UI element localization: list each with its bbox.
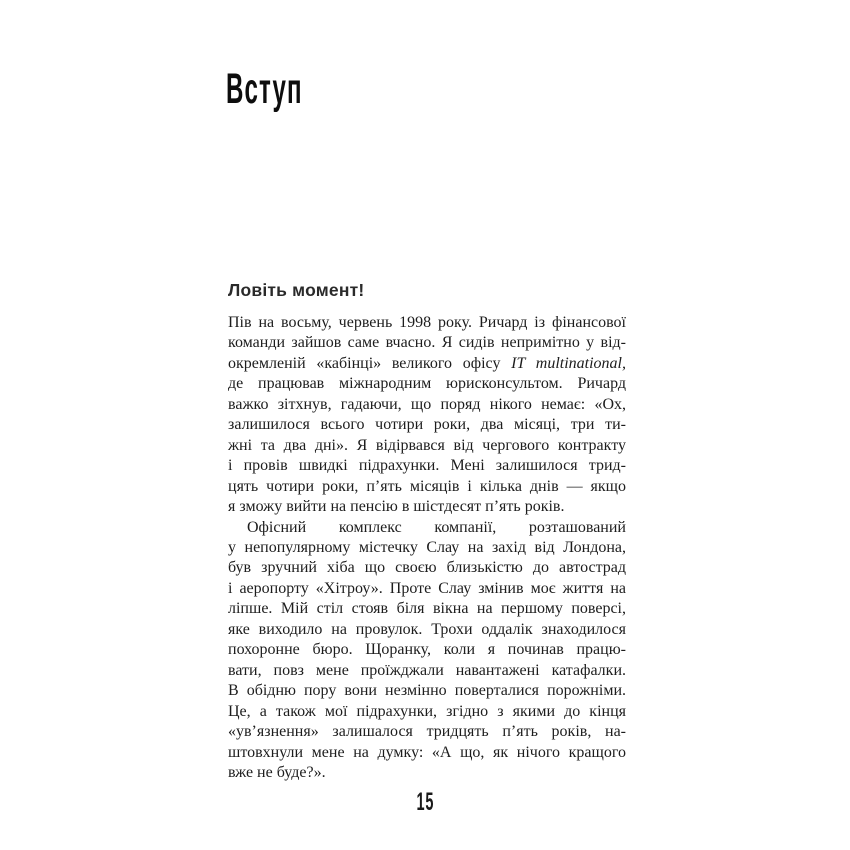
text-line: [228, 477, 626, 497]
text-line: [228, 538, 626, 558]
text-segment: у непопулярному містечку Слау на захід від Лондона,: [228, 538, 626, 556]
paragraph: [228, 518, 626, 784]
text-line: [228, 374, 626, 394]
text-segment: залишилося всього чотири роки, два місяці, три ти-: [228, 416, 626, 434]
text-segment: «ув’язнення» залишалося тридцять п’ять років, на-: [228, 723, 626, 741]
text-segment: похоронне бюро. Щоранку, коли я починав працю-: [228, 641, 626, 659]
text-line: [228, 518, 626, 538]
chapter-title-text: Вступ: [226, 65, 303, 113]
text-line: [228, 661, 626, 681]
text-segment: Це, а також мої підрахунки, згідно з якими до кінця: [228, 702, 626, 720]
text-segment: вже не буде?».: [228, 763, 326, 781]
text-line: [228, 558, 626, 578]
text-line: [228, 681, 626, 701]
text-line: [228, 436, 626, 456]
text-segment: і провів швидкі підрахунки. Мені залишилося трид-: [228, 457, 626, 475]
text-segment: і аеропорту «Хітроу». Проте Слау змінив моє життя на: [228, 579, 626, 597]
page-number: [0, 790, 850, 815]
text-segment: В обідню пору вони незмінно поверталися порожніми.: [228, 682, 626, 700]
text-segment: ліпше. Мій стіл стояв біля вікна на першому поверсі,: [228, 600, 626, 618]
text-line: [228, 620, 626, 640]
body-text: [228, 313, 626, 783]
text-segment: цять чотири роки, п’ять місяців і кілька днів — якщо: [228, 477, 626, 495]
text-segment: жні та два дні». Я відірвався від чергового контракту: [228, 436, 626, 454]
text-line: [228, 354, 626, 374]
text-segment: штовхнули мене на думку: «А що, як нічого кращого: [228, 743, 626, 761]
text-line: [228, 763, 626, 783]
text-segment: важко зітхнув, гадаючи, що поряд нікого немає: «Ох,: [228, 395, 626, 413]
text-segment: Пів на восьму, червень 1998 року. Ричард із фінансової: [228, 314, 626, 331]
section-heading: Ловіть момент!: [228, 280, 365, 300]
text-line: [228, 395, 626, 415]
page-number-text: 15: [416, 788, 434, 816]
text-segment: я зможу вийти на пенсію в шістдесят п’ять років.: [228, 498, 565, 516]
italic-text-segment: IT multinational,: [511, 354, 626, 372]
chapter-title: [226, 65, 363, 113]
text-line: [228, 640, 626, 660]
text-line: [228, 702, 626, 722]
text-line: [228, 743, 626, 763]
text-segment: окремленій «кабінці» великого офісу: [228, 354, 512, 372]
text-line: [228, 722, 626, 742]
text-line: [228, 456, 626, 476]
text-line: [228, 497, 626, 517]
text-line: [228, 313, 626, 333]
text-segment: Офісний комплекс компанії, розташований: [247, 518, 626, 536]
paragraph: [228, 313, 626, 518]
text-segment: команди зайшов саме вчасно. Я сидів непримітно у від-: [228, 334, 626, 352]
text-line: [228, 579, 626, 599]
text-segment: яке виходило на провулок. Трохи оддалік знаходилося: [228, 620, 626, 638]
text-segment: був зручний хіба що своєю близькістю до автострад: [228, 559, 626, 577]
text-line: [228, 333, 626, 353]
text-line: [228, 415, 626, 435]
text-segment: де працював міжнародним юрисконсультом. Ричард: [228, 375, 626, 393]
text-segment: вати, повз мене проїжджали навантажені катафалки.: [228, 661, 626, 679]
text-line: [228, 599, 626, 619]
